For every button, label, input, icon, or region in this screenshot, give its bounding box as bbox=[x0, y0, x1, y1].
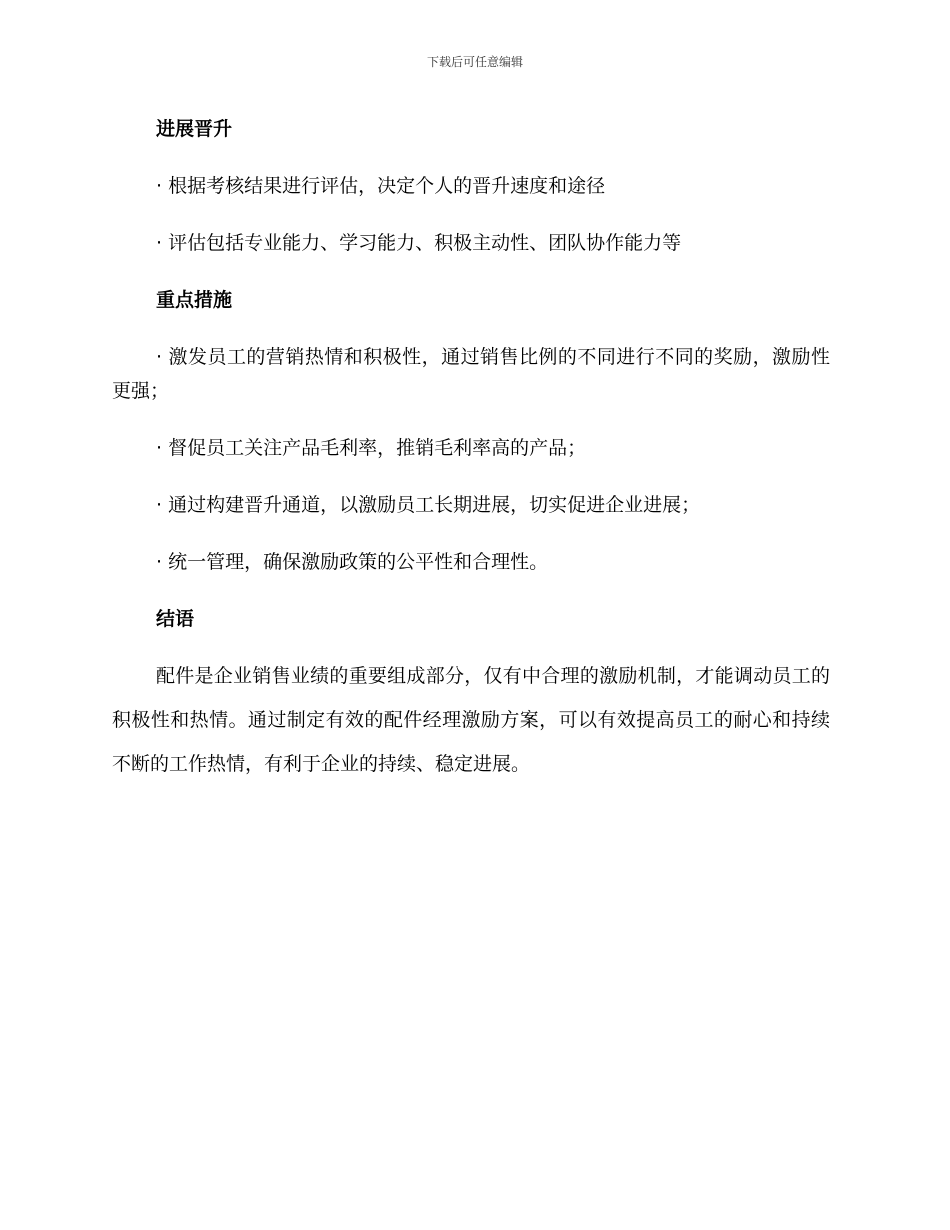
bullet-paragraph: · 根据考核结果进行评估，决定个人的晋升速度和途径 bbox=[156, 175, 606, 197]
section-heading-promotion: 进展晋升 bbox=[156, 118, 233, 140]
bullet-paragraph: · 激发员工的营销热情和积极性，通过销售比例的不同进行不同的奖励，激励性更强； bbox=[112, 346, 830, 402]
bullet-paragraph: · 通过构建晋升通道，以激励员工长期进展，切实促进企业进展； bbox=[156, 494, 701, 516]
page-header: 下载后可任意编辑 bbox=[426, 55, 523, 69]
bullet-paragraph: · 评估包括专业能力、学习能力、积极主动性、团队协作能力等 bbox=[156, 232, 682, 254]
conclusion-paragraph: 配件是企业销售业绩的重要组成部分，仅有中合理的激励机制，才能调动员工的积极性和热情。通过制定有效的配件经理激励方案，可以有效提高员工的耐心和持续不断的工作热情，有利于企业的持续、稳定进展。 bbox=[112, 665, 830, 775]
document-body bbox=[112, 112, 830, 809]
bullet-paragraph: · 督促员工关注产品毛利率，推销毛利率高的产品； bbox=[156, 437, 587, 459]
section-heading-conclusion: 结语 bbox=[156, 608, 195, 630]
bullet-paragraph: · 统一管理，确保激励政策的公平性和合理性。 bbox=[156, 551, 549, 573]
section-heading-key-measures: 重点措施 bbox=[156, 289, 233, 311]
